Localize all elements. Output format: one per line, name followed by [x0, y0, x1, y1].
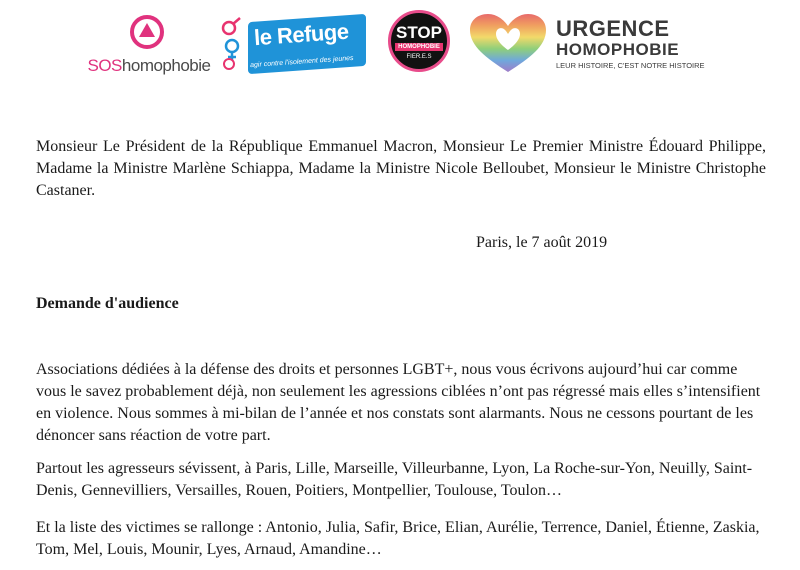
stop-logo-line2: HOMOPHOBIE	[395, 43, 443, 51]
urgence-homophobie-logo	[466, 12, 705, 78]
le-refuge-logo	[220, 12, 370, 78]
triangle-circle-icon	[129, 14, 165, 50]
sos-logo-word2: homophobie	[121, 56, 211, 75]
refuge-logo-tagline: agir contre l'isolement des jeunes	[249, 54, 354, 70]
urgence-logo-line1: URGENCE	[556, 16, 670, 41]
gender-symbols-icon	[220, 16, 246, 72]
sos-logo-text	[84, 56, 214, 76]
letter-place-date: Paris, le 7 août 2019	[476, 234, 608, 251]
letter-paragraph-2: Partout les agresseurs sévissent, à Paris, Lille, Marseille, Villeurbanne, Lyon, La Roche-sur-Yon, Neuilly, Saint-Denis, Gennevilliers, Versailles, Rouen, Poitiers, Montpellier, Toulouse, Toulon…	[36, 460, 753, 499]
letter-subject: Demande d'audience	[36, 295, 179, 312]
sos-logo-word1: SOS	[87, 56, 122, 75]
rainbow-heart-icon	[466, 12, 550, 76]
urgence-logo-line3: LEUR HISTOIRE, C'EST NOTRE HISTOIRE	[556, 61, 705, 70]
urgence-logo-line2: HOMOPHOBIE	[556, 40, 680, 59]
stop-logo-line3: FIER.E.S	[406, 54, 432, 60]
refuge-logo-name: le Refuge	[253, 18, 350, 51]
sos-homophobie-logo	[84, 14, 214, 78]
letter-addressees: Monsieur Le Président de la République Emmanuel Macron, Monsieur Le Premier Ministre Édouard Philippe, Madame la Ministre Marlène Schiappa, Madame la Ministre Nicole Belloubet, Monsieur le Ministre Christophe Castaner.	[36, 138, 766, 199]
letter-paragraph-3: Et la liste des victimes se rallonge : Antonio, Julia, Safir, Brice, Elian, Aurélie, Terrence, Daniel, Étienne, Zaskia, Tom, Mel, Louis, Mounir, Lyes, Arnaud, Amandine…	[36, 519, 760, 558]
stop-homophobie-logo	[388, 10, 450, 72]
logo-bar	[0, 0, 800, 92]
stop-logo-line1: STOP	[396, 23, 442, 42]
letter-paragraph-1: Associations dédiées à la défense des droits et personnes LGBT+, nous vous écrivons aujourd’hui car comme vous le savez probablement déjà, non seulement les agressions ciblées n’ont pas régressé mais elles s’intensifient en violence. Nous sommes à mi-bilan de l’année et nos constats sont alarmants. Nous ne cessons pourtant de les dénoncer sans réaction de votre part.	[36, 361, 761, 444]
